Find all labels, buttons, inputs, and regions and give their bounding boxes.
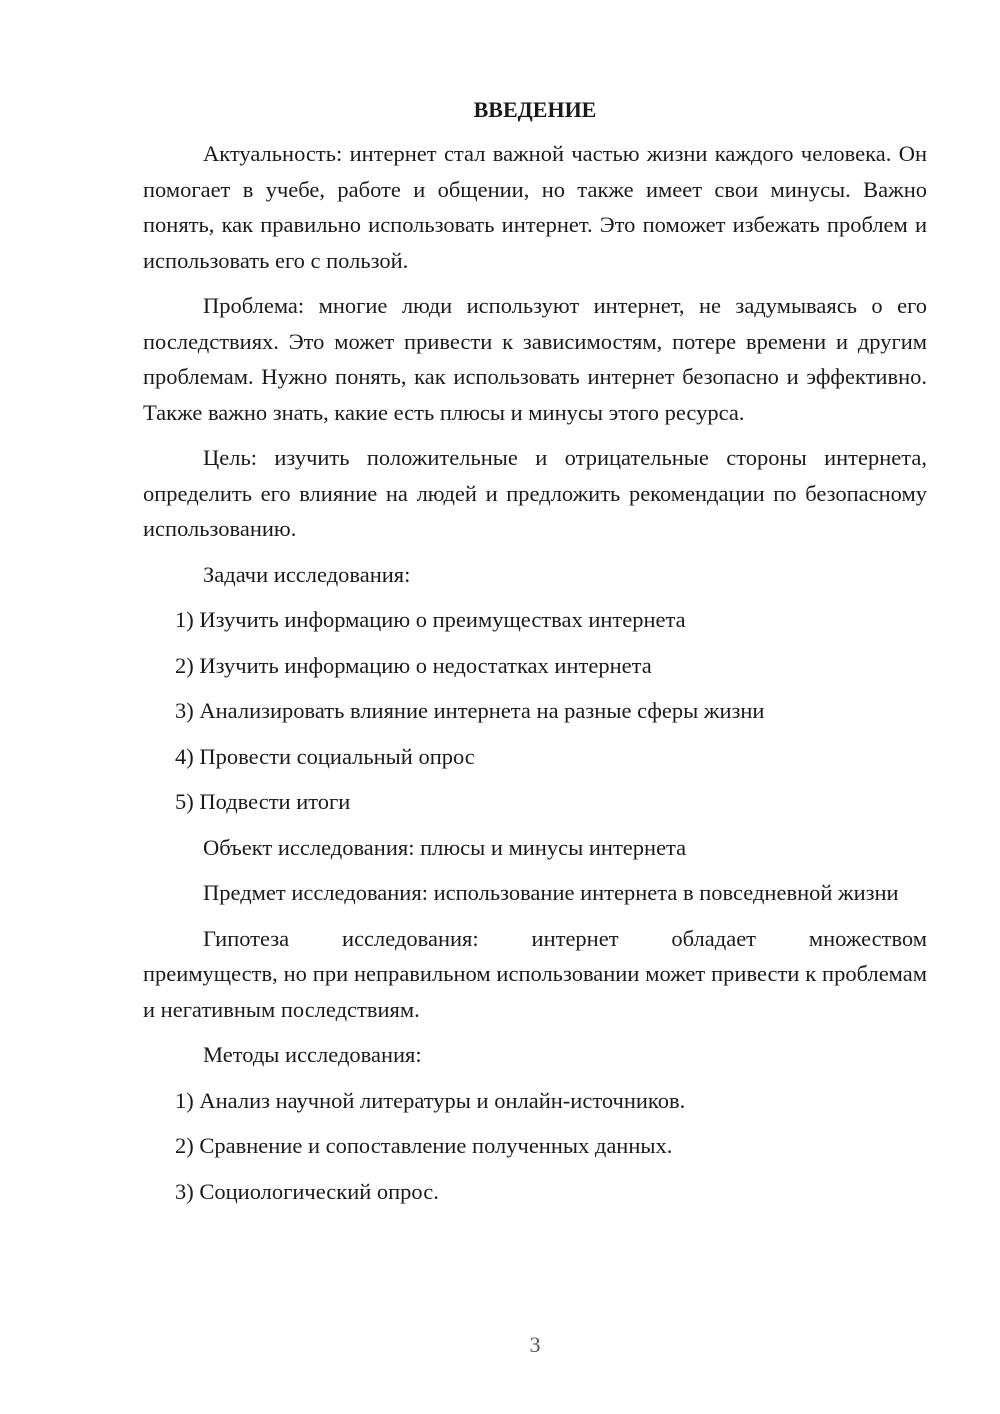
- tasks-list: [143, 602, 927, 820]
- subject-paragraph: Предмет исследования: использование интернета в повседневной жизни: [203, 880, 899, 905]
- relevance-paragraph: Актуальность: интернет стал важной частью жизни каждого человека. Он помогает в учебе, работе и общении, но также имеет свои минусы. Важно понять, как правильно использовать интернет. Это поможет избежать проблем и использовать его с пользой.: [143, 141, 927, 273]
- hypothesis-continuation: преимуществ, но при неправильном использовании может привести к проблемам и негативным последствиям.: [143, 961, 927, 1022]
- page-number: 3: [529, 1332, 541, 1357]
- tasks-heading: Задачи исследования:: [203, 561, 411, 587]
- task-item: 3) Анализировать влияние интернета на разные сферы жизни: [175, 698, 765, 723]
- problem-paragraph: Проблема: многие люди используют интернет, не задумываясь о его последствиях. Это может привести к зависимостям, потере времени и другим проблемам. Нужно понять, как использовать интернет безопасно и эффективно. Также важно знать, какие есть плюсы и минусы этого ресурса.: [143, 293, 927, 425]
- methods-list: [143, 1083, 927, 1210]
- task-item: 4) Провести социальный опрос: [175, 743, 475, 769]
- hypothesis-first-line: Гипотеза исследования: интернет обладает множеством: [203, 925, 927, 951]
- method-item: 2) Сравнение и сопоставление полученных данных.: [175, 1133, 673, 1158]
- object-paragraph: Объект исследования: плюсы и минусы интернета: [203, 834, 687, 860]
- method-item: 1) Анализ научной литературы и онлайн-источников.: [175, 1087, 686, 1113]
- goal-paragraph: Цель: изучить положительные и отрицательные стороны интернета, определить его влияние на людей и предложить рекомендации по безопасному использованию.: [143, 445, 927, 541]
- section-title: ВВЕДЕНИЕ: [473, 97, 597, 122]
- method-item: 3) Социологический опрос.: [175, 1178, 439, 1204]
- task-item: 2) Изучить информацию о недостатках интернета: [175, 652, 652, 678]
- document-page: [143, 94, 927, 1219]
- task-item: 1) Изучить информацию о преимуществах интернета: [175, 607, 686, 632]
- methods-heading: Методы исследования:: [203, 1042, 422, 1067]
- task-item: 5) Подвести итоги: [175, 789, 351, 814]
